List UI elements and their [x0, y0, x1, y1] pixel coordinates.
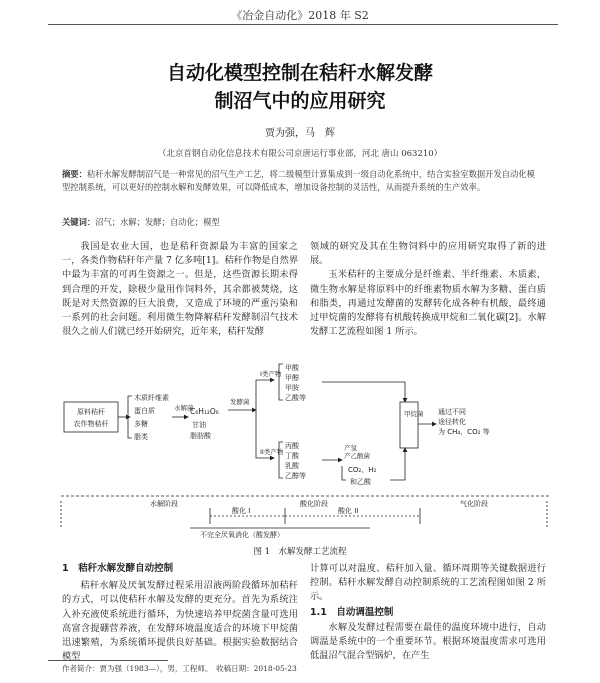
keywords-label: 关键词： [62, 217, 96, 227]
footnote-rule [48, 660, 168, 661]
paper-title-line2: 制沼气中的应用研究 [214, 90, 386, 112]
temperature-paragraph: 水解及发酵过程需要在最佳的温度环境中进行，自动调温是系统中的一个重要环节。根据环境温度需求可选用低温沼气混合型锅炉，在产生 [310, 621, 546, 662]
class1-product: 甲酸 [285, 364, 299, 372]
acid-label-1: 酸化 I [232, 507, 251, 515]
stage-gasification: 气化阶段 [460, 500, 488, 508]
subsection-heading: 1.1 自动调温控制 [310, 606, 394, 618]
acid-label-2: 酸化 II [338, 507, 359, 515]
class2-label: II类产物 [260, 448, 284, 456]
raw-material-line1: 原料秸秆 [77, 408, 105, 416]
right-column-section1 [310, 562, 546, 663]
stage-acidification: 酸化阶段 [300, 500, 328, 508]
acetogen-line1: 产氢 [344, 444, 357, 452]
abstract-label: 摘要： [62, 169, 87, 179]
authors: 贾为强，马 辉 [265, 128, 335, 139]
right-column-intro [310, 240, 546, 339]
section1-heading: 1 秸秆水解发酵自动控制 [62, 563, 174, 574]
intro-paragraph: 我国是农业大国，也是秸秆资源最为丰富的国家之一，各类作物秸秆年产量 7 亿多吨[1]。秸秆作物是自然界中最为丰富的可再生资源之一。但是，这些资源长期未得到合理的开发，除极少量用作饲料外，其余都被焚烧，这既是对天然资源的巨大浪费，又造成了环境的严重污染和一系列的社会问题。利用微生物降解秸秆发酵制沼气技术很久之前人们就已经开始研究，近年来，秸秆发酵 [62, 241, 299, 338]
component-polysaccharide: 多糖 [134, 420, 148, 428]
left-column-intro [62, 240, 298, 339]
left-column-section1 [62, 562, 298, 664]
hydrolysis-bacteria-label: 水解菌 [174, 404, 194, 412]
affiliation: （北京首钢自动化信息技术有限公司京唐运行事业部，河北 唐山 063210） [157, 149, 443, 159]
components-list [134, 393, 169, 441]
class2-product: 乙醇等 [285, 472, 306, 480]
process-flow-figure [60, 358, 550, 540]
methanogen-box [400, 402, 418, 448]
glycerol-label: 甘油 [192, 421, 206, 429]
output-line3: 为 CH₄、CO₂ 等 [438, 428, 490, 436]
h2-co2-line2: 和乙酸 [350, 478, 371, 486]
author-footnote: 作者简介：贾为强（1983—），男，工程师。 收稿日期：2018-05-23 [62, 664, 297, 673]
abstract-text: 秸秆水解发酵制沼气是一种常见的沼气生产工艺，将二级模型计算集成到一级自动化系统中，结合实验室数据开发自动化模型控制系统，可以更好的控制水解和发酵效果，可以降低成本，增加设备控制的灵活性，从而提升系统的生产效率。 [62, 169, 535, 192]
acetogen-line2: 产乙酸菌 [344, 452, 370, 460]
keywords [62, 216, 542, 228]
class1-product: 甲胺 [285, 384, 299, 392]
component-protein: 蛋白质 [134, 407, 155, 415]
figure-caption: 图 1 水解发酵工艺流程 [253, 547, 347, 557]
stage-hydrolysis: 水解阶段 [150, 500, 178, 508]
incomplete-digestion-label: 不完全厌氧消化（酸发酵） [200, 531, 284, 539]
intro-continuation: 领域的研究及其在生物饲料中的应用研究取得了新的进展。 [310, 241, 546, 267]
class1-product: 乙酸等 [285, 394, 306, 402]
output-line1: 通过不同 [438, 408, 466, 416]
output-line2: 途径转化 [438, 418, 466, 426]
component-lipid: 脂类 [134, 433, 148, 441]
h2-co2-line1: CO₂、H₂ [348, 466, 377, 474]
paper-title-line1: 自动化模型控制在秸秆水解发酵 [166, 62, 433, 84]
raw-material-line2: 农作物秸秆 [73, 420, 109, 428]
class2-product: 丙酸 [285, 442, 299, 450]
methanogen-label: 甲烷菌 [404, 410, 424, 418]
header-rule [48, 24, 558, 25]
class2-product: 丁酸 [285, 452, 299, 460]
section1-paragraph: 秸秆水解及厌氧发酵过程采用沼液两阶段循环加秸秆的方式，可以使秸秆水解及发酵的更充分。首先为系统注入补充液使系统进行循环，为快速培养甲烷菌含量可选用高富含提硼营养液，在发酵环境温度适合的环境下甲烷菌迅速繁殖，为系统循环提供良好基础。根据实验数据结合模型 [62, 580, 298, 663]
section1-continuation: 计算可以对温度、秸秆加入量、循环周期等关键数据进行控制。秸秆水解发酵自动控制系统的工艺流程图如图 2 所示。 [310, 563, 546, 603]
keywords-text: 沼气；水解；发酵；自动化；模型 [95, 217, 220, 227]
fermentation-bacteria-label: 发酵菌 [230, 398, 250, 406]
fatty-acid-label: 脂肪酸 [190, 432, 211, 440]
journal-header: 《冶金自动化》2018 年 S2 [231, 9, 369, 22]
class1-label: I类产物 [260, 370, 282, 378]
component-lignocellulose: 木质纤维素 [134, 394, 169, 402]
process-paragraph: 玉米秸秆的主要成分是纤维素、半纤维素、木质素，微生物水解是将原料中的纤维素物质水解为多糖、蛋白质和脂类，再通过发酵菌的发酵转化成各种有机酸，最终通过甲烷菌的发酵将有机酸转换成甲烷和二氧化碳[2]。水解发酵工艺流程如图 1 所示。 [310, 269, 546, 338]
sugar-formula: C₆H₁₂O₆ [190, 407, 219, 416]
class2-product: 乳酸 [285, 462, 299, 470]
class1-product: 甲醇 [285, 374, 299, 382]
abstract [62, 168, 542, 193]
